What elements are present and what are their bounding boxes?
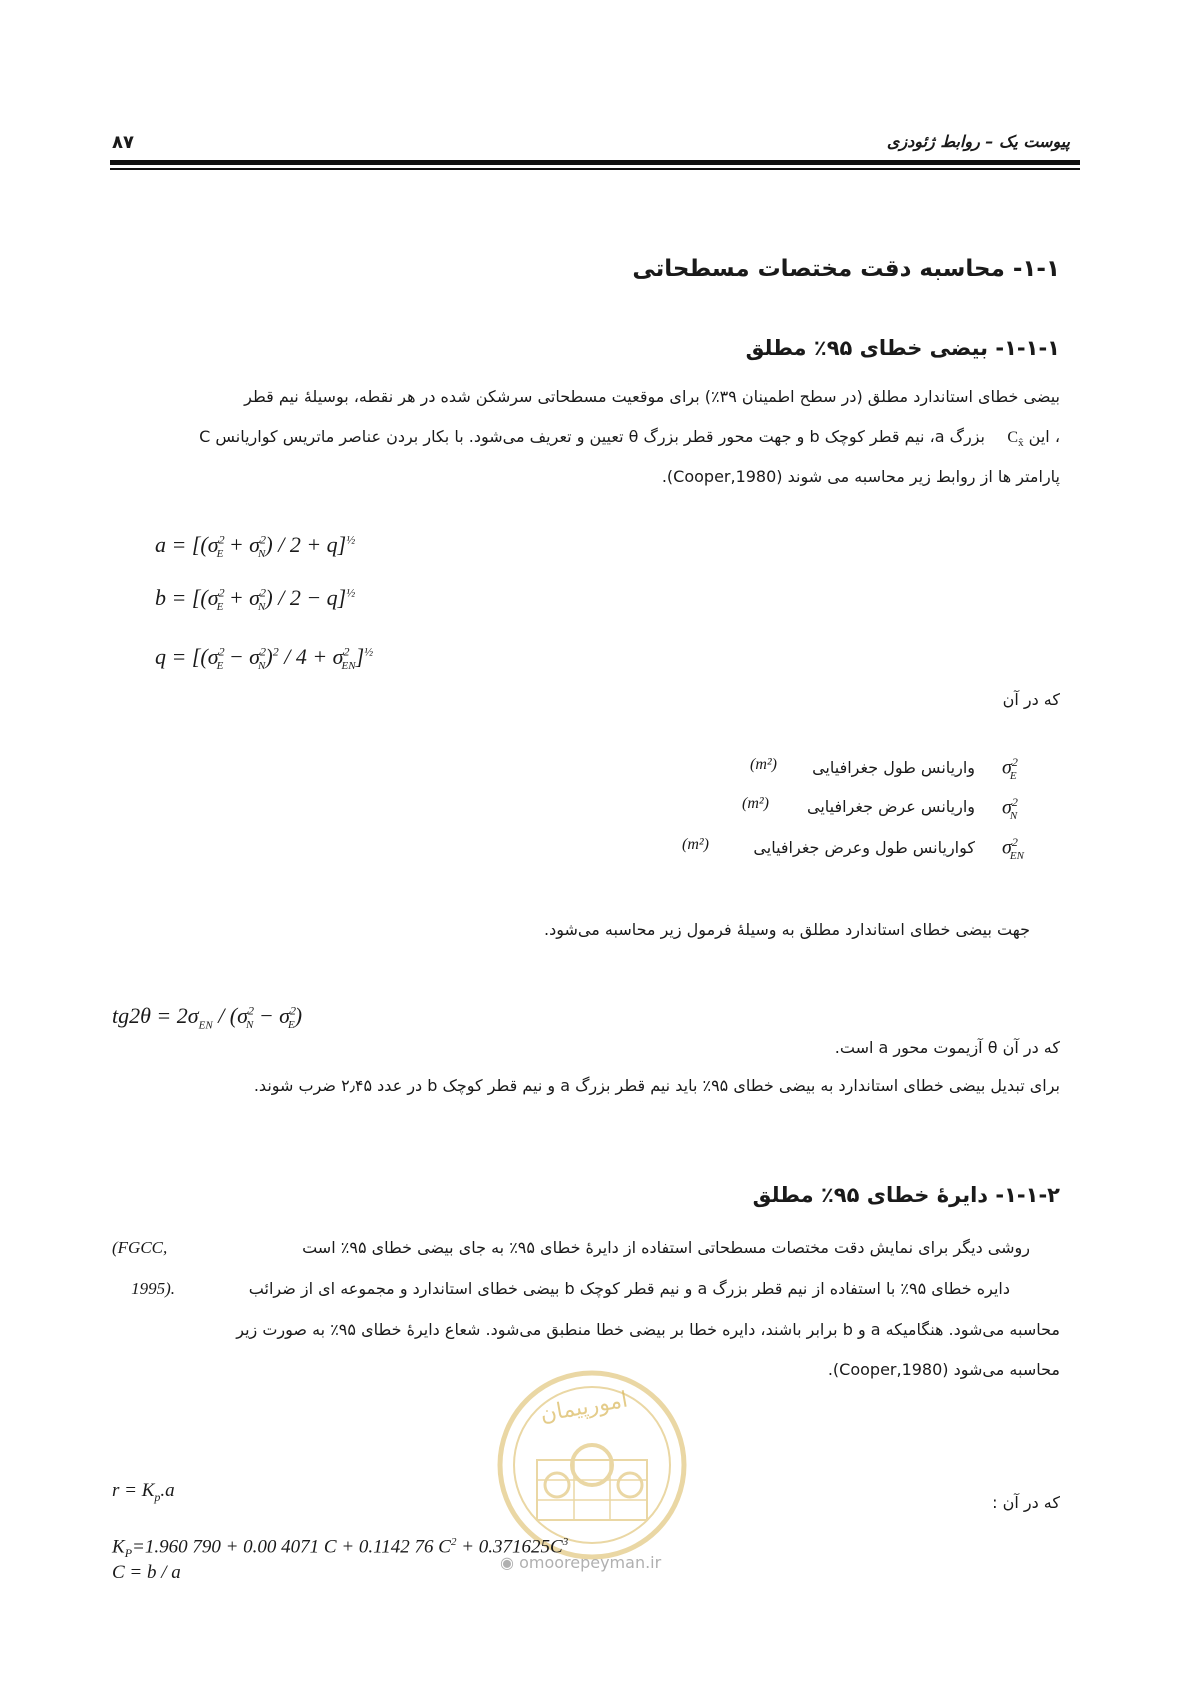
where-label: که در آن (1002, 690, 1060, 709)
header-rule-thin (110, 168, 1080, 170)
equation-kp: $K_P=1.960$ 790 + 0.00 4071 C + 0.1142 76 $C^2 + 0.371625C^3$ (112, 1536, 569, 1561)
page-number: ۸۷ (112, 132, 134, 153)
var-unit: (m²) (742, 795, 770, 812)
citation: 1995). (131, 1279, 175, 1298)
running-title: پیوست یک – روابط ژئودزی (886, 132, 1070, 151)
where-label-2: که در آن : (992, 1493, 1060, 1512)
equation-theta: $tg2\theta = 2\sigma_{EN} / (\sigma^2_N - \sigma^2_E)$ (112, 1003, 303, 1032)
var-symbol: $\sigma^2_{EN}$ (1002, 835, 1024, 862)
header-rule (110, 160, 1080, 165)
paragraph-line: محاسبه می‌شود. هنگامیکه a و b برابر باشند، دایره خطا بر بیضی خطا منطبق می‌شود. شعاع دایرۀ خطای ۹۵٪ به صورت زیر (236, 1320, 1060, 1339)
var-symbol: $\sigma^2_N$ (1002, 795, 1018, 822)
paragraph-line: پارامتر ها از روابط زیر محاسبه می شوند (Cooper,1980). (661, 467, 1060, 486)
watermark-icon: ◉ (500, 1553, 514, 1572)
equation-q: $q = [(\sigma^2_E - \sigma^2_N)^2 / 4 + \sigma^2_{EN}]^{\frac{1}{2}}$ (155, 644, 374, 673)
var-desc: کواریانس طول وعرض جغرافیایی (753, 838, 975, 857)
equation-a: $a = [(\sigma^2_E + \sigma^2_N) / 2 + q]^{\frac{1}{2}}$ (155, 532, 356, 561)
watermark-seal-text: امورپیمان (538, 1387, 630, 1428)
paragraph-line: بیضی خطای استاندارد مطلق (در سطح اطمینان ۳۹٪) برای موقعیت مسطحاتی سرشکن شده در هر نقطه، بوسیلۀ نیم قطر (244, 387, 1060, 406)
citation: (FGCC, (112, 1238, 168, 1257)
paragraph-line (1007, 427, 1060, 449)
section-title: ۱-۱- محاسبه دقت مختصات مسطحاتی (632, 256, 1060, 282)
watermark-site (500, 1553, 661, 1572)
paragraph-line-visible: بزرگ a، نیم قطر کوچک b و جهت محور قطر بزرگ θ تعیین و تعریف می‌شود. با بکار بردن عناصر ماتریس کواریانس C (199, 427, 985, 446)
paragraph-line-tail: ، این (1028, 427, 1060, 446)
theta-text: که در آن θ آزیموت محور a است. (834, 1038, 1060, 1057)
var-unit: (m²) (682, 836, 710, 853)
paragraph-line: دایره خطای ۹۵٪ با استفاده از نیم قطر بزرگ a و نیم قطر کوچک b بیضی خطای استاندارد و مجموعه ای از ضرائب (248, 1279, 1010, 1298)
equation-c: C = b / a (112, 1562, 181, 1583)
watermark-site-text: omoorepeyman.ir (519, 1553, 662, 1572)
paragraph-line: روشی دیگر برای نمایش دقت مختصات مسطحاتی استفاده از دایرۀ خطای ۹۵٪ به جای بیضی خطای ۹۵٪ است (302, 1238, 1030, 1257)
subsection-title-ellipse: ۱-۱-۱- بیضی خطای ۹۵٪ مطلق (745, 336, 1060, 360)
var-symbol: $\sigma^2_E$ (1002, 755, 1018, 782)
equation-b: $b = [(\sigma^2_E + \sigma^2_N) / 2 - q]^{\frac{1}{2}}$ (155, 585, 356, 614)
equation-r: $r = K_p.a$ (112, 1480, 175, 1504)
var-unit: (m²) (750, 756, 778, 773)
var-desc: واریانس عرض جغرافیایی (807, 797, 975, 816)
convert-text: برای تبدیل بیضی خطای استاندارد به بیضی خطای ۹۵٪ باید نیم قطر بزرگ a و نیم قطر کوچک b در عدد ۲٫۴۵ ضرب شوند. (253, 1076, 1060, 1095)
subsection-title-circle: ۱-۱-۲- دایرۀ خطای ۹۵٪ مطلق (752, 1183, 1060, 1207)
orientation-text: جهت بیضی خطای استاندارد مطلق به وسیلۀ فرمول زیر محاسبه می‌شود. (544, 920, 1030, 939)
paragraph-line: محاسبه می‌شود (Cooper,1980). (827, 1360, 1060, 1379)
covariance-symbol: $C_{x̂}$ (1007, 429, 1024, 450)
var-desc: واریانس طول جغرافیایی (812, 758, 975, 777)
